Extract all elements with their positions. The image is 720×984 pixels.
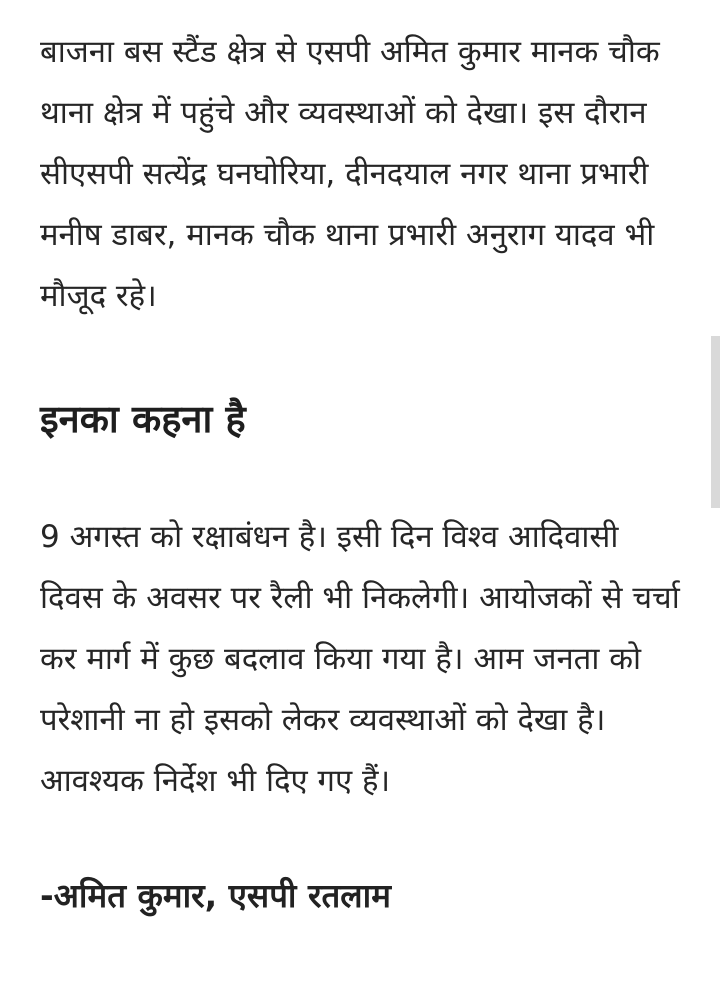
- section-heading: इनका कहना है: [40, 397, 246, 441]
- article-paragraph: बाजना बस स्टैंड क्षेत्र से एसपी अमित कुमार मानक चौक थाना क्षेत्र में पहुंचे और व्यवस्थाओं को देखा। इस दौरान सीएसपी सत्येंद्र घनघोरिया, दीनदयाल नगर थाना प्रभारी मनीष डाबर, मानक चौक थाना प्रभारी अनुराग यादव भी मौजूद रहे।: [40, 34, 660, 314]
- quote-attribution: -अमित कुमार, एसपी रतलाम: [40, 876, 391, 915]
- article-body: [40, 22, 690, 926]
- scrollbar-thumb[interactable]: [711, 336, 720, 508]
- quote-paragraph: 9 अगस्त को रक्षाबंधन है। इसी दिन विश्व आदिवासी दिवस के अवसर पर रैली भी निकलेगी। आयोजकों से चर्चा कर मार्ग में कुछ बदलाव किया गया है। आम जनता को परेशानी ना हो इसको लेकर व्यवस्थाओं को देखा है। आवश्यक निर्देश भी दिए गए हैं।: [40, 519, 680, 799]
